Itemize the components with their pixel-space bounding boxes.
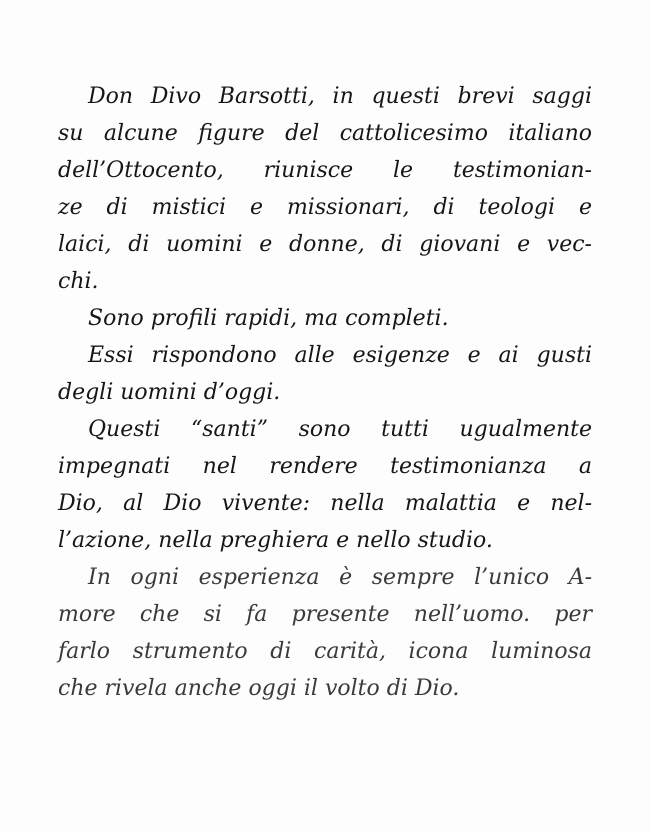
text-line: ze di mistici e missionari, di teologi e [58,195,592,220]
text-line: degli uomini d’oggi. [58,380,281,405]
text-line: Essi rispondono alle esigenze e ai gusti [88,343,592,368]
text-line: chi. [58,269,99,294]
text-line: Sono profili rapidi, ma completi. [88,306,449,331]
paragraph-3 [58,337,592,411]
text-line: laici, di uomini e donne, di giovani e vec- [58,232,592,257]
text-line: Don Divo Barsotti, in questi brevi saggi [88,84,592,109]
text-line: more che si fa presente nell’uomo. per [58,602,592,627]
text-line: In ogni esperienza è sempre l’unico A- [88,565,592,590]
paragraph-5 [58,559,592,707]
text-line: impegnati nel rendere testimonianza a [58,454,592,479]
paragraph-1 [58,78,592,300]
paragraph-4 [58,411,592,559]
text-line: che rivela anche oggi il volto di Dio. [58,676,460,701]
text-line: Dio, al Dio vivente: nella malattia e nel- [58,491,592,516]
text-line: farlo strumento di carità, icona luminosa [58,639,592,664]
blurb-text [58,78,592,707]
text-line: Questi “santi” sono tutti ugualmente [88,417,592,442]
paragraph-2 [58,300,592,337]
text-line: dell’Ottocento, riunisce le testimonian- [58,158,592,183]
text-line: l’azione, nella preghiera e nello studio. [58,528,493,553]
text-line: su alcune figure del cattolicesimo italiano [58,121,592,146]
